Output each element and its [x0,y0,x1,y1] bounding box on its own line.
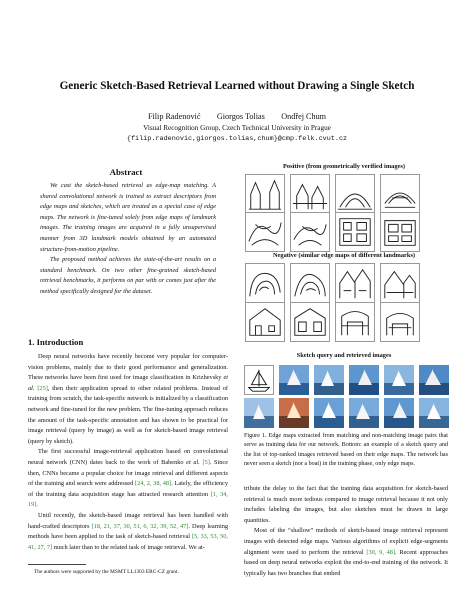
paper-title: Generic Sketch-Based Retrieval Learned without Drawing a Single Sketch [59,80,415,92]
intro-paragraph-1: Deep neural networks have recently become very popular for computer-vision problems, mainly due to their good performance and generalization. These networks have been first used for image classification in Krizhevsky et al. [25], then their application spread to other related problems. Instead of training from scratch, the task-specific network is initialized by a classification network and fine-tuned for the new problem. The fine-tuning approach reduces the amount of the task-specific annotation and has shown to be practical for image retrieval (query by image) as well as for sketch-based image retrieval (query by sketch). [28,353,228,445]
negative-edge-map-2c [335,302,375,342]
abstract-paragraph-1: We cast the sketch-based retrieval as edge-map matching. A shared convolutional network is trained to extract descriptors from edge maps and sketches, which are treated as a special case of edge maps. The network is fine-tuned solely from edge maps of landmark images. The training images are acquired in a fully unsupervised manner from 3D landmark models obtained by an automated structure-from-motion pipeline. [40,182,216,253]
retrieved-image-6 [244,398,274,428]
negative-edge-map-2b [290,302,330,342]
retrieved-image-4 [384,365,414,395]
citation[interactable]: [30, 9, 48] [366,548,396,556]
positive-edge-map-1b [290,174,330,214]
introduction-heading: 1. Introduction [28,337,84,347]
citation[interactable]: [24, 2, 38, 48] [134,480,172,488]
positive-edge-map-1c [335,174,375,214]
retrieved-image-5 [419,365,449,395]
author-emails: {filip.radenovic,giorgos.tolias,chum}@cmp.felk.cvut.cz [126,135,348,143]
right-paragraph-1: tribute the delay to the fact that the training data acquisition for sketch-based retrieval is much more tedious compared to image retrieval because it not only includes labeling the images, but also sketches must be drawn in large quantities. [244,485,448,524]
retrieved-image-8 [314,398,344,428]
positive-edge-map-2a [245,212,285,252]
retrieved-image-2 [314,365,344,395]
right-paragraph-2: Most of the “shallow” methods of sketch-based image retrieval represent images with detected edge maps. Various algorithms of explicit edge-segments alignment were used to perform the retrieval [30, 9, 48]. Recent approaches based on deep neural networks exploit the end-to-end training of the network. It typically has two branches that embed [244,527,448,577]
figure-caption: Figure 1. Edge maps extracted from matching and non-matching image pairs that serve as training data for our network. Bottom: an example of a sketch query and the list of top-ranked images retrieved based on their edge maps. The network has never seen a sketch (nor a boat) in the training phase, only edge maps. [244,433,448,468]
sketch-query [244,365,274,395]
citation[interactable]: [25] [37,384,48,392]
retrieved-image-7 [279,398,309,428]
right-column-body [244,484,448,579]
negative-edge-map-1b [290,263,330,303]
negative-edge-map-1c [335,263,375,303]
retrieved-image-11 [419,398,449,428]
abstract-body [40,181,216,298]
positive-edge-map-1d [380,174,420,214]
introduction-body [28,352,228,553]
figure-label-positive: Positive (from geometrically verified images) [283,163,405,170]
affiliation: Visual Recognition Group, Czech Technical University in Prague [143,124,331,132]
retrieved-image-9 [349,398,379,428]
citation[interactable]: [1, 34, 19] [28,490,228,509]
negative-edge-map-1a [245,263,285,303]
intro-paragraph-3: Until recently, the sketch-based image retrieval has been handled with hand-crafted descriptors [18, 21, 37, 30, 51, 6, 32, 39, 52, 47]. Deep learning methods have been applied to the task of sketch-based retrieval [5, 33, 53, 50, 41, 27, 7] much later than to the related task of image retrieval. We at- [28,511,228,551]
retrieved-image-3 [349,365,379,395]
intro-paragraph-2: The first successful image-retrieval application based on convolutional neural network (CNN) dates back to the work of Babenko et al. [5]. Since then, CNNs became a popular choice for image retrieval and different aspects of the training and search were addressed [24, 2, 38, 48]. Lately, the efficiency of the training data acquisition stage has attracted research attention [1, 34, 19]. [28,448,229,509]
author-list: Filip Radenović Giorgos Tolias Ondřej Chum [147,112,327,121]
abstract-paragraph-2: The proposed method achieves the state-of-the-art results on a standard benchmark. On two other fine-grained sketch-based retrieval benchmarks, it performs on par with or comes just after the method specifically designed for the dataset. [40,256,216,295]
positive-edge-map-2c [335,212,375,252]
negative-edge-map-2a [245,302,285,342]
footnote-divider [28,564,86,565]
positive-edge-map-2b [290,212,330,252]
negative-edge-map-1d [380,263,420,303]
citation[interactable]: [18, 21, 37, 30, 51, 6, 32, 39, 52, 47] [91,522,189,530]
footnote: The authors were supported by the MSMT LL1303 ERC-CZ grant. [34,569,179,575]
negative-edge-map-2d [380,302,420,342]
figure-label-sketch: Sketch query and retrieved images [296,352,392,359]
citation[interactable]: [5] [202,458,210,466]
retrieved-image-1 [279,365,309,395]
figure-label-negative: Negative (similar edge maps of different landmarks) [272,252,416,259]
abstract-heading: Abstract [109,167,143,177]
retrieved-image-10 [384,398,414,428]
positive-edge-map-1a [245,174,285,214]
citation[interactable]: [5, 33, 53, 50, 41, 27, 7] [28,533,228,551]
positive-edge-map-2d [380,212,420,252]
